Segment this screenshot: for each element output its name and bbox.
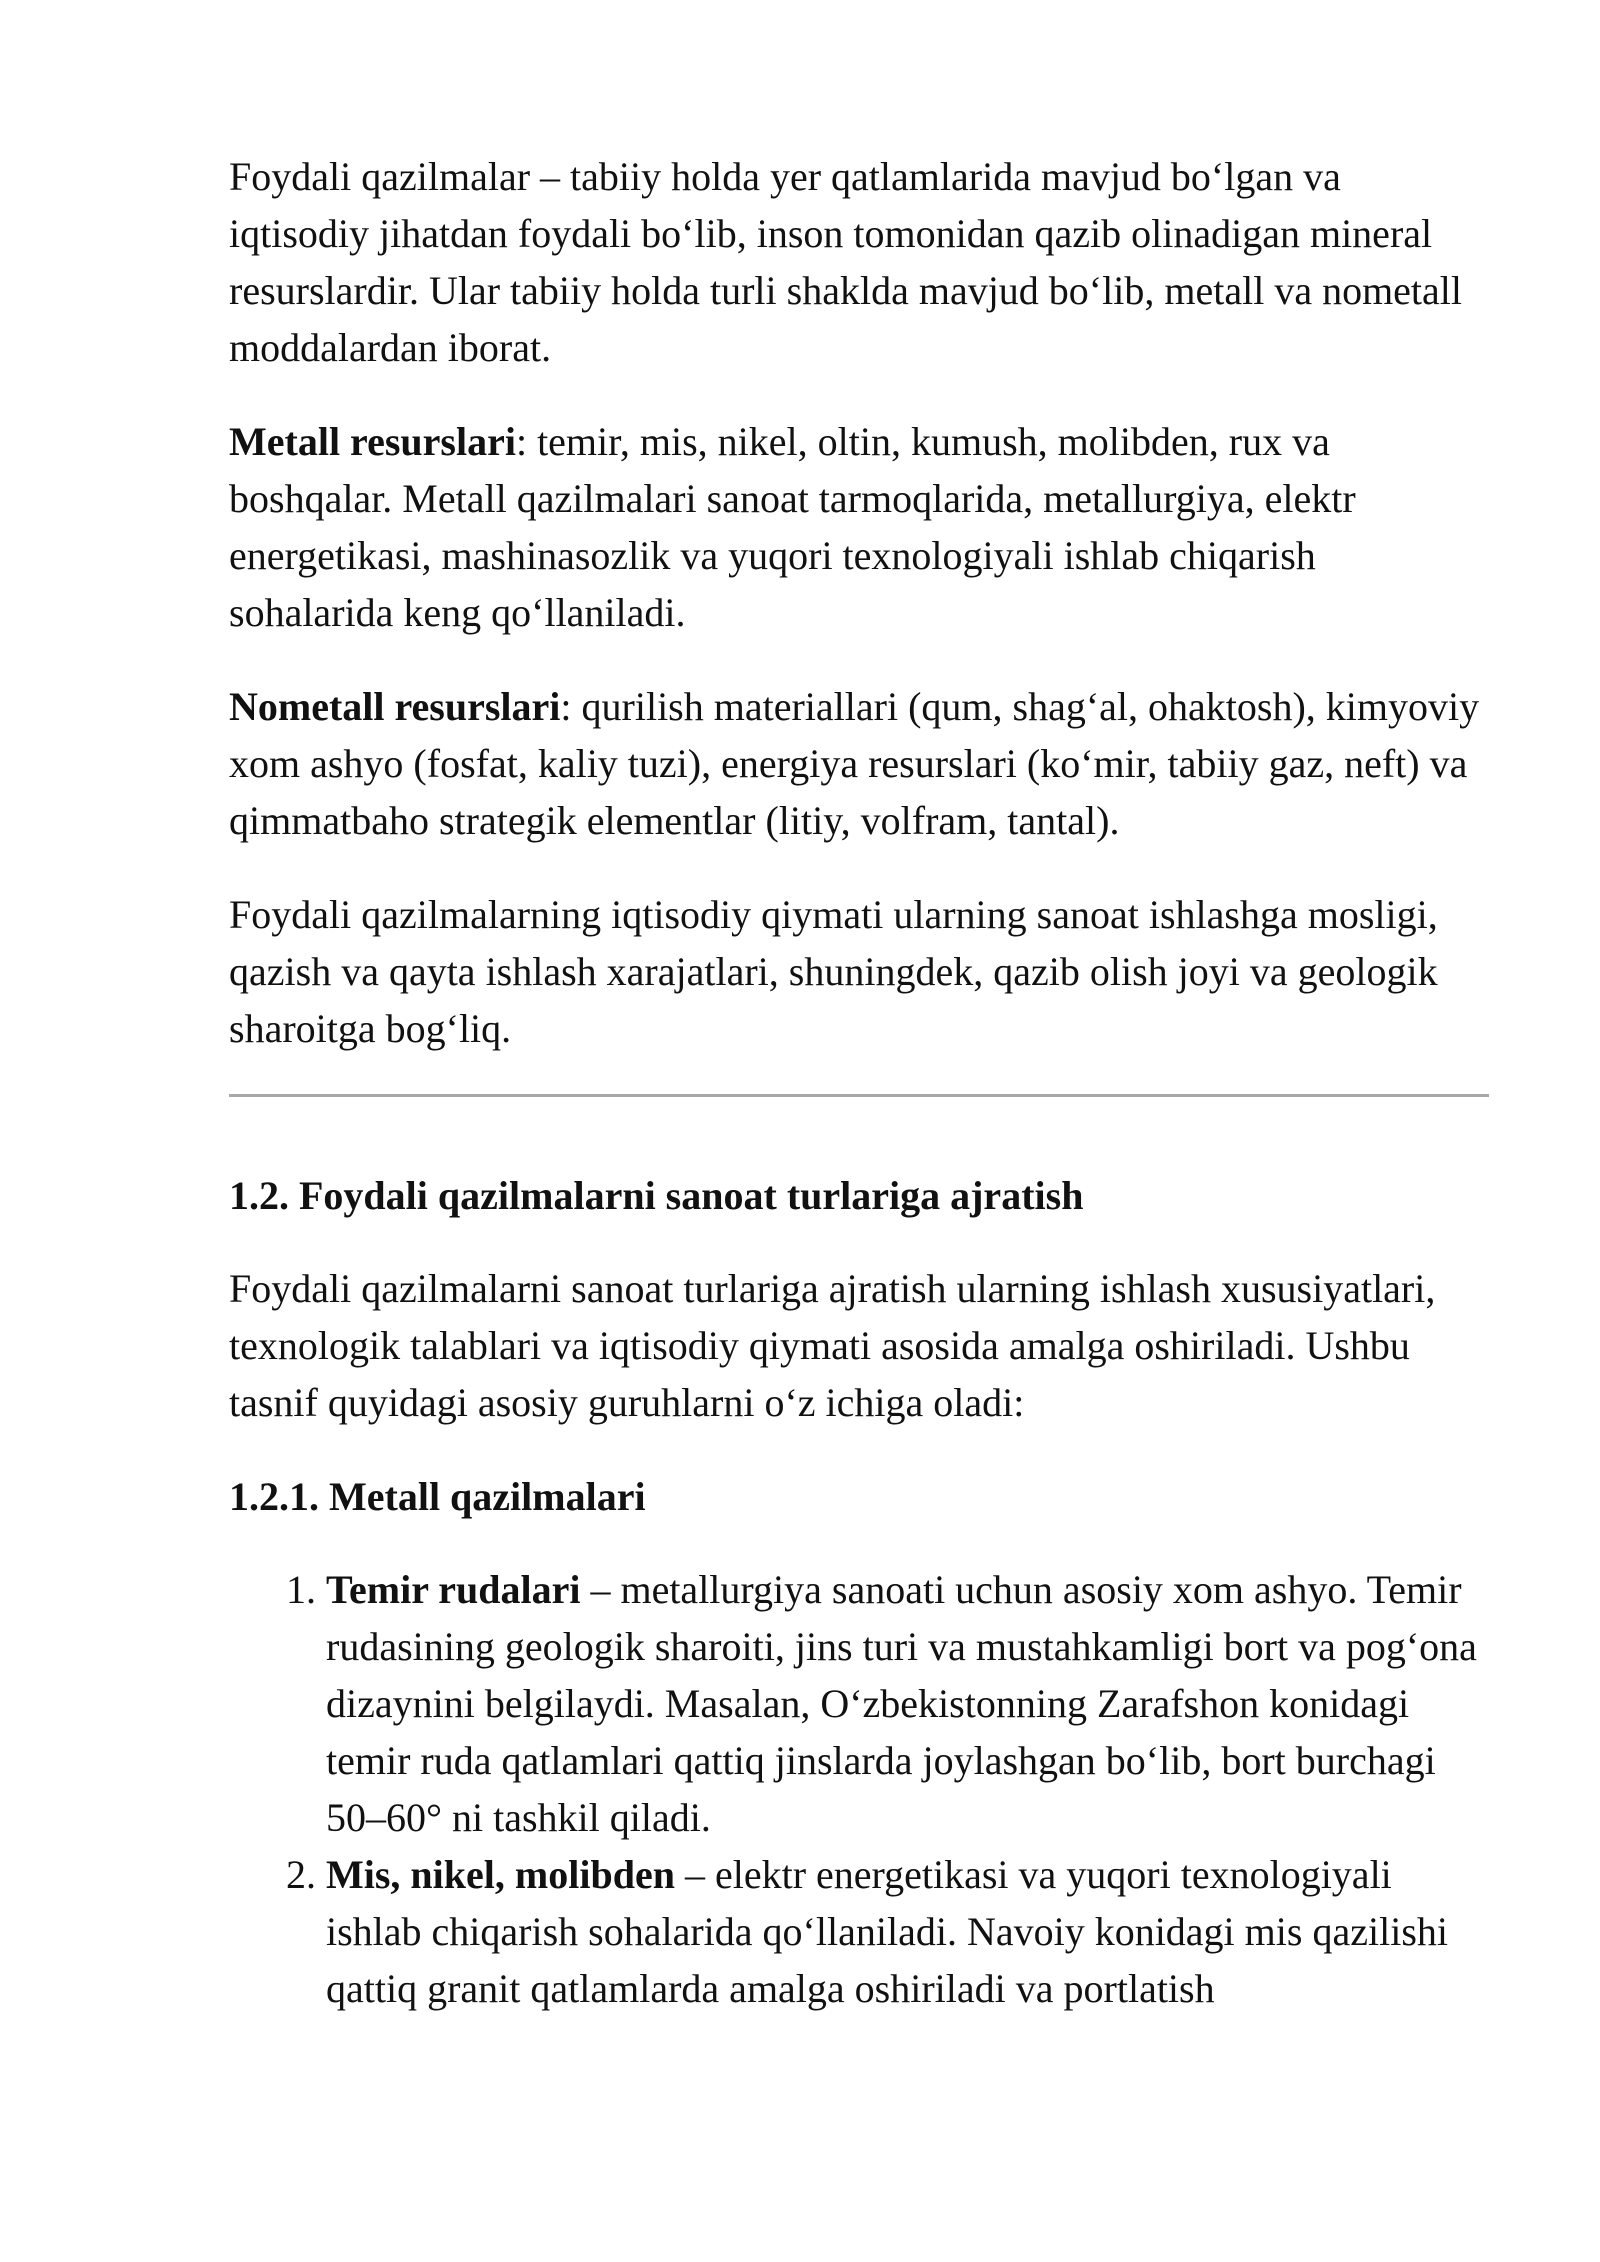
list-item-label: Mis, nikel, molibden [326, 1852, 675, 1897]
intro-paragraph: Foydali qazilmalar – tabiiy holda yer qatlamlarida mavjud bo‘lgan va iqtisodiy jihatdan foydali bo‘lib, inson tomonidan qazib olinadigan mineral resurslardir. Ular tabiiy holda turli shaklda mavjud bo‘lib, metall va nometall moddalardan iborat. [229, 154, 1463, 370]
metall-resources-paragraph [229, 413, 1489, 641]
section-heading: 1.2. Foydali qazilmalarni sanoat turlariga ajratish [229, 1173, 1084, 1218]
list-item-text: – metallurgiya sanoati uchun asosiy xom ashyo. Temir rudasining geologik sharoiti, jins turi va mustahkamligi bort va pog‘ona dizaynini belgilaydi. Masalan, O‘zbekistonning Zarafshon konidagi temir ruda qatlamlari qattiq jinslarda joylashgan bo‘lib, bort burchagi 50–60° ni tashkil qiladi. [326, 1567, 1477, 1840]
subsection-heading: 1.2.1. Metall qazilmalari [229, 1474, 646, 1519]
economic-value-paragraph: Foydali qazilmalarning iqtisodiy qiymati ularning sanoat ishlashga mosligi, qazish va qayta ishlash xarajatlari, shuningdek, qazib olish joyi va geologik sharoitga bog‘liq. [229, 892, 1438, 1051]
metal-minerals-list [229, 1561, 1489, 2017]
list-item [326, 1846, 1489, 2017]
list-item-label: Temir rudalari [326, 1567, 581, 1612]
nometall-resources-text: : qurilish materiallari (qum, shag‘al, ohaktosh), kimyoviy xom ashyo (fosfat, kaliy tuzi), energiya resurslari (ko‘mir, tabiiy gaz, neft) va qimmatbaho strategik elementlar (litiy, volfram, tantal). [229, 684, 1480, 843]
nometall-resources-label: Nometall resurslari [229, 684, 561, 729]
document-page [229, 148, 1489, 2017]
horizontal-divider [229, 1094, 1489, 1097]
metall-resources-label: Metall resurslari [229, 419, 516, 464]
list-item [326, 1561, 1489, 1846]
metall-resources-text: : temir, mis, nikel, oltin, kumush, molibden, rux va boshqalar. Metall qazilmalari sanoat tarmoqlarida, metallurgiya, elektr energetikasi, mashinasozlik va yuqori texnologiyali ishlab chiqarish sohalarida keng qo‘llaniladi. [229, 419, 1356, 635]
list-item-text: – elektr energetikasi va yuqori texnologiyali ishlab chiqarish sohalarida qo‘llaniladi. Navoiy konidagi mis qazilishi qattiq granit qatlamlarda amalga oshiriladi va portlatish [326, 1852, 1448, 2011]
nometall-resources-paragraph [229, 678, 1489, 849]
section-paragraph: Foydali qazilmalarni sanoat turlariga ajratish ularning ishlash xususiyatlari, texnologik talablari va iqtisodiy qiymati asosida amalga oshiriladi. Ushbu tasnif quyidagi asosiy guruhlarni o‘z ichiga oladi: [229, 1266, 1436, 1425]
